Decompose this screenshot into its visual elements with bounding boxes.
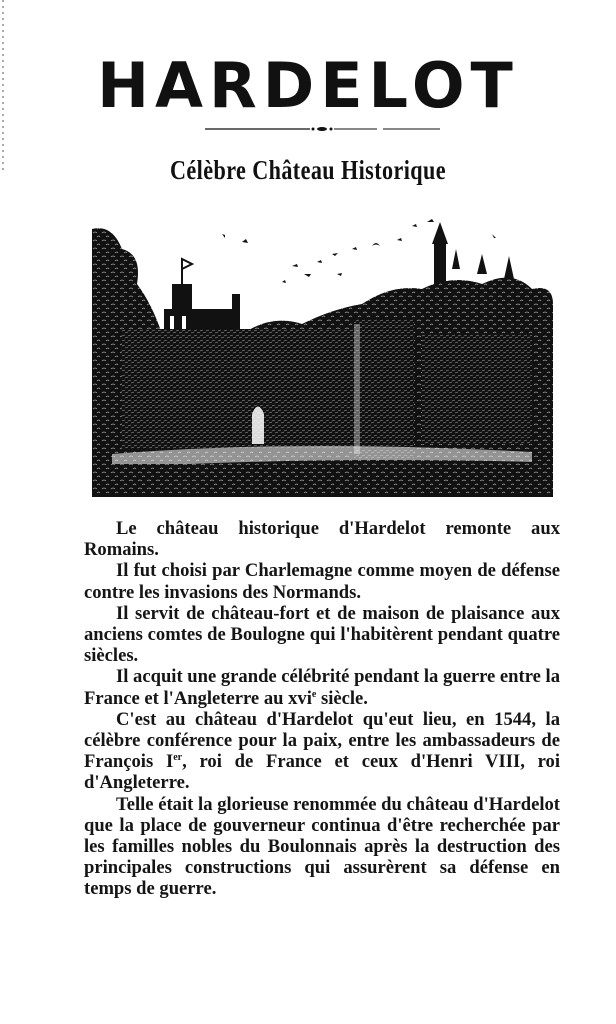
tower-highlight [354,324,360,454]
left-tower [164,259,240,337]
round-tower [354,319,414,459]
paragraph [84,709,560,794]
ornamental-rule [205,127,440,131]
paragraph: Telle était la glorieuse renommée du château d'Hardelot que la place de gouverneur continua d'être recherchée par les familles nobles du Boulonnais après la destruction des principales constructions qui assurèrent sa défense en temps de guerre. [84,793,560,900]
rule-dot [312,128,315,131]
paragraph [84,666,560,708]
foreground-brush [92,464,553,497]
rule-center-ornament [317,127,327,131]
page-subtitle: Célèbre Château Historique [170,155,446,185]
superscript: e [311,688,317,700]
superscript: er [173,752,183,764]
paragraph-text: , roi de France et ceux d'Henri VIII, roi d'Angleterre. [84,751,560,794]
right-wall [422,334,532,444]
birds [222,219,496,283]
paragraph-text: Il acquit une grande célébrité pendant la guerre entre la France et l'Angleterre au xvi [84,666,560,709]
article-body [84,518,560,900]
paragraph-text: C'est au château d'Hardelot qu'eut lieu, en 1544, la célèbre conférence pour la paix, entre les ambassadeurs de François I [84,708,560,773]
paragraph-text: siècle. [316,687,368,709]
paragraph: Il servit de château-fort et de maison de plaisance aux anciens comtes de Boulogne qui l'habitèrent pendant quatre siècles. [84,602,560,667]
paragraph: Il fut choisi par Charlemagne comme moyen de défense contre les invasions des Normands. [84,560,560,603]
rule-dot [330,128,333,131]
castle-engraving [92,214,553,497]
paragraph: Le château historique d'Hardelot remonte aux Romains. [84,518,560,561]
gateway-arch [252,407,264,445]
castle-wall [122,329,362,449]
page-title: HARDELOT [97,49,519,122]
